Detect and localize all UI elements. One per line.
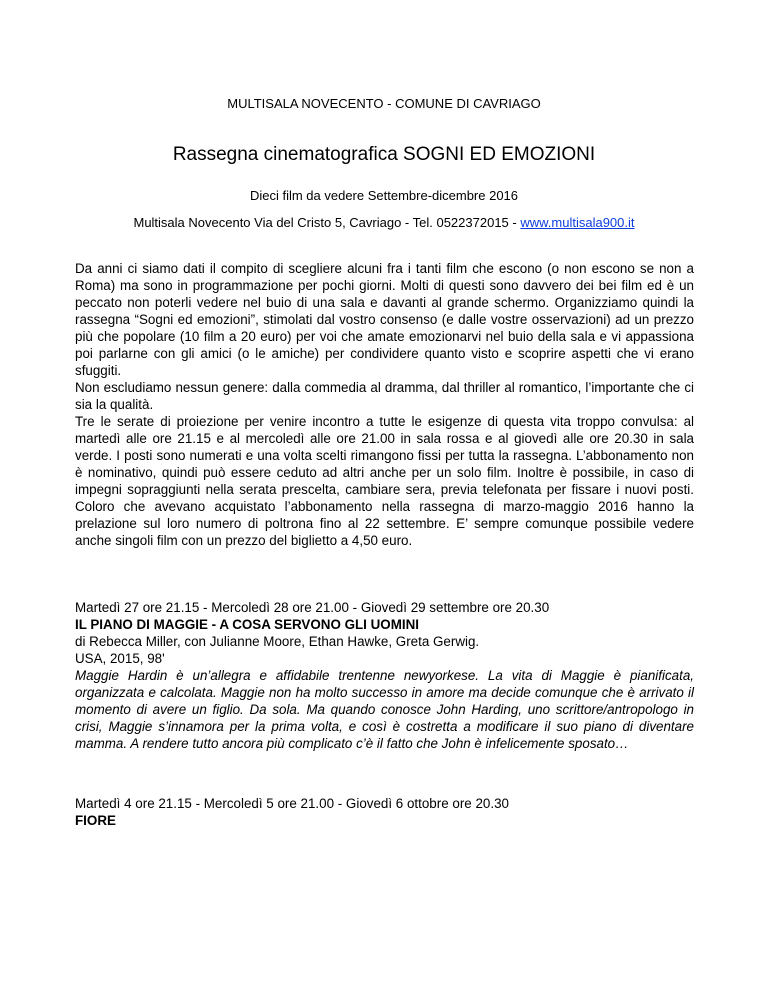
intro-paragraph-1: Da anni ci siamo dati il compito di scegliere alcuni fra i tanti film che escono (o non escono se non a Roma) ma sono in programmazione per pochi giorni. Molti di questi sono davvero dei bei film ed è un peccato non poterli vedere nel buio di una sala e davanti al grande schermo. Organizziamo quindi la rassegna “Sogni ed emozioni”, stimolati dal vostro consenso (e dalle vostre osservazioni) ad un prezzo più che popolare (10 film a 20 euro) per voi che amate emozionarvi nel buio della sala e vi appassiona poi parlarne con gli amici (o le amiche) per condividere quanto visto e scoprire aspetti che vi erano sfuggiti. <box>75 261 694 378</box>
website-link[interactable]: www.multisala900.it <box>520 215 635 230</box>
film-synopsis: Maggie Hardin è un’allegra e affidabile trentenne newyorkese. La vita di Maggie è pianificata, organizzata e calcolata. Maggie non ha molto successo in amore ma decide comunque che è arrivato il momento di avere un figlio. Da sola. Ma quando conosce John Harding, uno scrittore/antropologo in crisi, Maggie s’innamora per la prima volta, e così è costretta a modificare il suo piano di diventare mamma. A rendere tutto ancora più complicato c’è il fatto che John è infelicemente sposato… <box>75 668 694 751</box>
film-entry <box>75 795 694 829</box>
film-title: IL PIANO DI MAGGIE - A COSA SERVONO GLI UOMINI <box>75 617 419 632</box>
film-title: FIORE <box>75 813 116 828</box>
intro-section <box>75 260 694 549</box>
page-title: Rassegna cinematografica SOGNI ED EMOZIONI <box>172 144 596 165</box>
intro-paragraph-2: Non escludiamo nessun genere: dalla commedia al dramma, dal thriller al romantico, l’importante che ci sia la qualità. <box>75 380 694 412</box>
subtitle: Dieci film da vedere Settembre-dicembre 2016 <box>249 188 519 203</box>
film-info: USA, 2015, 98' <box>75 651 165 666</box>
film-entry <box>75 599 694 752</box>
address-line <box>0 215 768 230</box>
organizer-line: MULTISALA NOVECENTO - COMUNE DI CAVRIAGO <box>227 96 541 111</box>
address-text: Multisala Novecento Via del Cristo 5, Cavriago - Tel. 0522372015 - <box>133 215 521 230</box>
film-credits: di Rebecca Miller, con Julianne Moore, Ethan Hawke, Greta Gerwig. <box>75 634 480 649</box>
film-schedule: Martedì 4 ore 21.15 - Mercoledì 5 ore 21.00 - Giovedì 6 ottobre ore 20.30 <box>75 796 509 811</box>
film-schedule: Martedì 27 ore 21.15 - Mercoledì 28 ore 21.00 - Giovedì 29 settembre ore 20.30 <box>75 600 550 615</box>
intro-paragraph-3: Tre le serate di proiezione per venire incontro a tutte le esigenze di questa vita troppo convulsa: al martedì alle ore 21.15 e al mercoledì alle ore 21.00 in sala rossa e al giovedì alle ore 20.30 in sala verde. I posti sono numerati e una volta scelti rimangono fissi per tutta la rassegna. L’abbonamento non è nominativo, quindi può essere ceduto ad altri anche per un solo film. Inoltre è possibile, in caso di impegni sopraggiunti nella serata prescelta, cambiare sera, previa telefonata per fissare i nuovi posti. Coloro che avevano acquistato l’abbonamento nella rassegna di marzo-maggio 2016 hanno la prelazione sul loro numero di poltrona fino al 22 settembre. E’ sempre comunque possibile vedere anche singoli film con un prezzo del biglietto a 4,50 euro. <box>75 414 694 548</box>
